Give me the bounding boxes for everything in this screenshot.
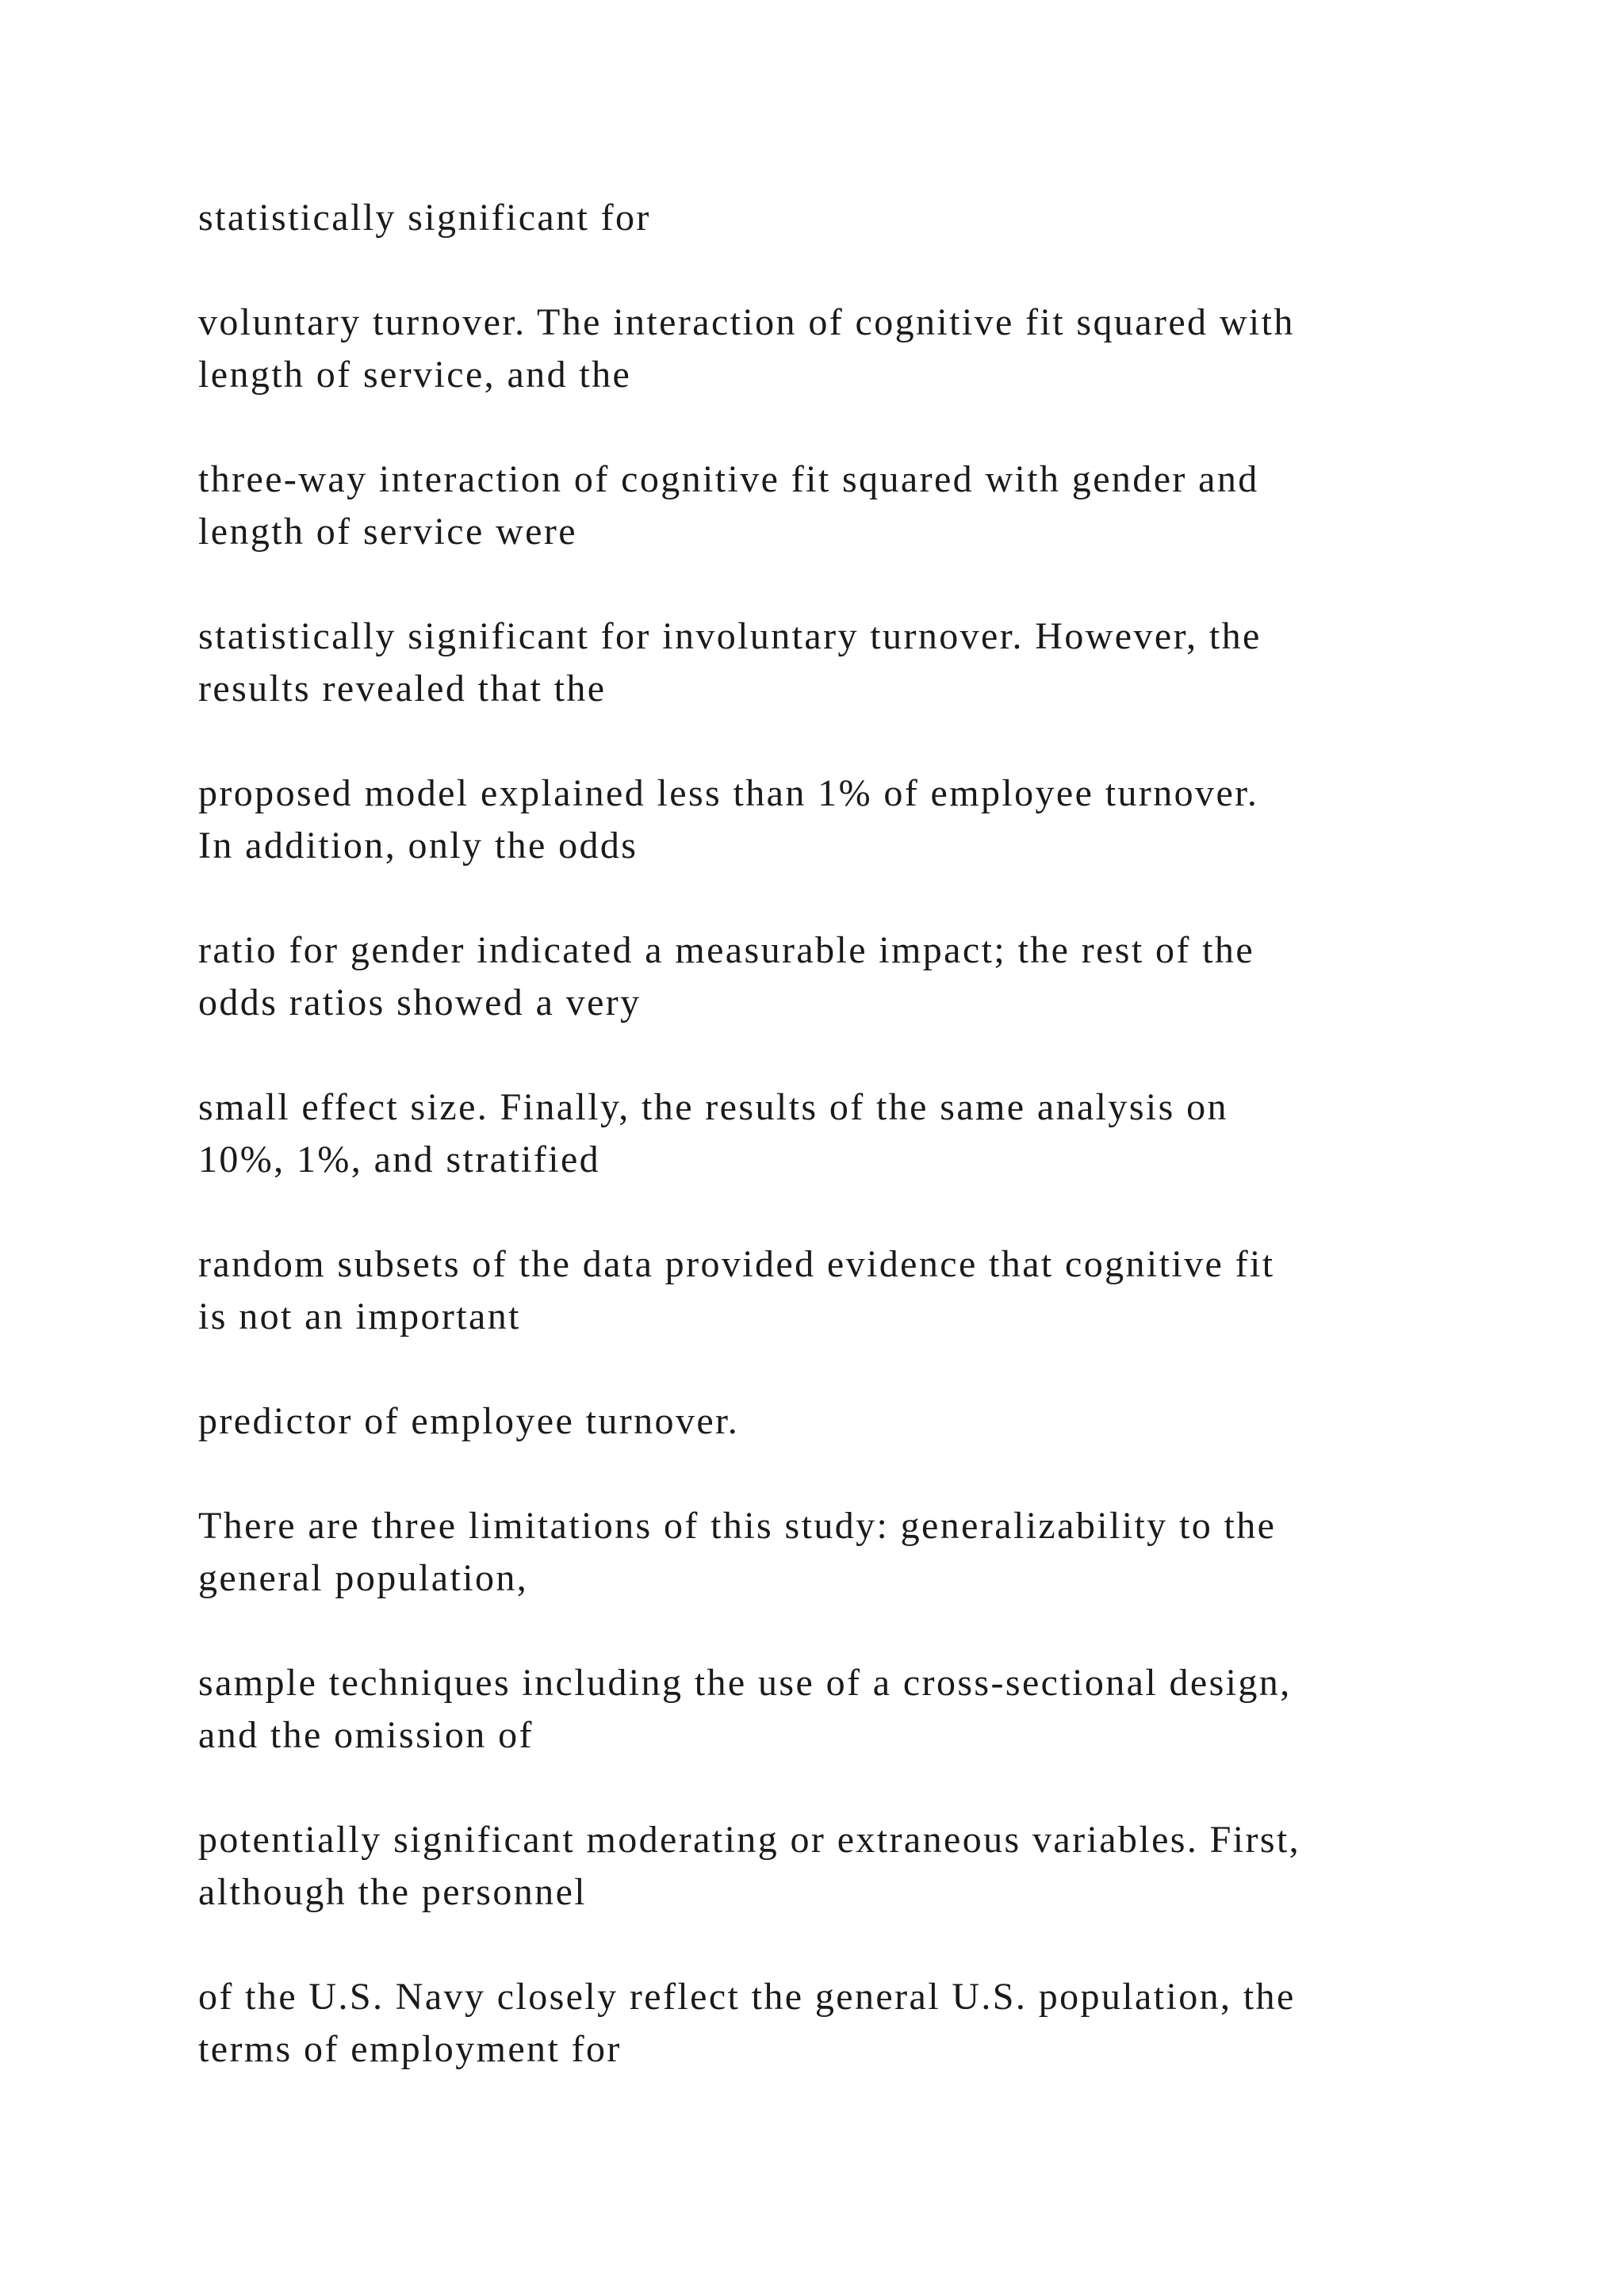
- text-line: length of service, and the: [198, 354, 632, 396]
- text-line: length of service were: [198, 511, 577, 553]
- paragraph: [198, 453, 1451, 558]
- text-line: There are three limitations of this study: generalizability to the: [198, 1505, 1277, 1547]
- paragraph: [198, 610, 1451, 715]
- text-line: results revealed that the: [198, 668, 607, 710]
- text-line: statistically significant for: [198, 197, 651, 239]
- paragraph: [198, 1395, 1451, 1448]
- text-line: statistically significant for involuntary turnover. However, the: [198, 615, 1262, 657]
- paragraph: [198, 1814, 1451, 1919]
- text-line: general population,: [198, 1557, 529, 1599]
- text-line: predictor of employee turnover.: [198, 1400, 740, 1442]
- text-line: 10%, 1%, and stratified: [198, 1138, 601, 1181]
- body-text: [198, 192, 1451, 2128]
- paragraph: [198, 767, 1451, 872]
- text-line: sample techniques including the use of a cross-sectional design,: [198, 1662, 1292, 1704]
- text-line: of the U.S. Navy closely reflect the general U.S. population, the: [198, 1976, 1296, 2018]
- text-line: is not an important: [198, 1295, 521, 1337]
- paragraph: [198, 1657, 1451, 1762]
- text-line: proposed model explained less than 1% of employee turnover.: [198, 772, 1259, 814]
- text-line: random subsets of the data provided evidence that cognitive fit: [198, 1243, 1275, 1285]
- text-line: small effect size. Finally, the results of the same analysis on: [198, 1086, 1228, 1128]
- text-line: voluntary turnover. The interaction of cognitive fit squared with: [198, 301, 1295, 343]
- paragraph: [198, 924, 1451, 1029]
- text-line: terms of employment for: [198, 2028, 622, 2070]
- text-line: although the personnel: [198, 1871, 588, 1913]
- paragraph: [198, 297, 1451, 401]
- paragraph: [198, 1971, 1451, 2076]
- text-line: In addition, only the odds: [198, 825, 638, 867]
- text-line: and the omission of: [198, 1714, 534, 1756]
- text-line: three-way interaction of cognitive fit squared with gender and: [198, 458, 1259, 500]
- paragraph: [198, 1238, 1451, 1343]
- paragraph: [198, 1081, 1451, 1186]
- text-line: potentially significant moderating or extraneous variables. First,: [198, 1819, 1301, 1861]
- paragraph: [198, 1500, 1451, 1605]
- text-line: ratio for gender indicated a measurable impact; the rest of the: [198, 929, 1255, 971]
- paragraph: [198, 192, 1451, 244]
- text-line: odds ratios showed a very: [198, 982, 642, 1024]
